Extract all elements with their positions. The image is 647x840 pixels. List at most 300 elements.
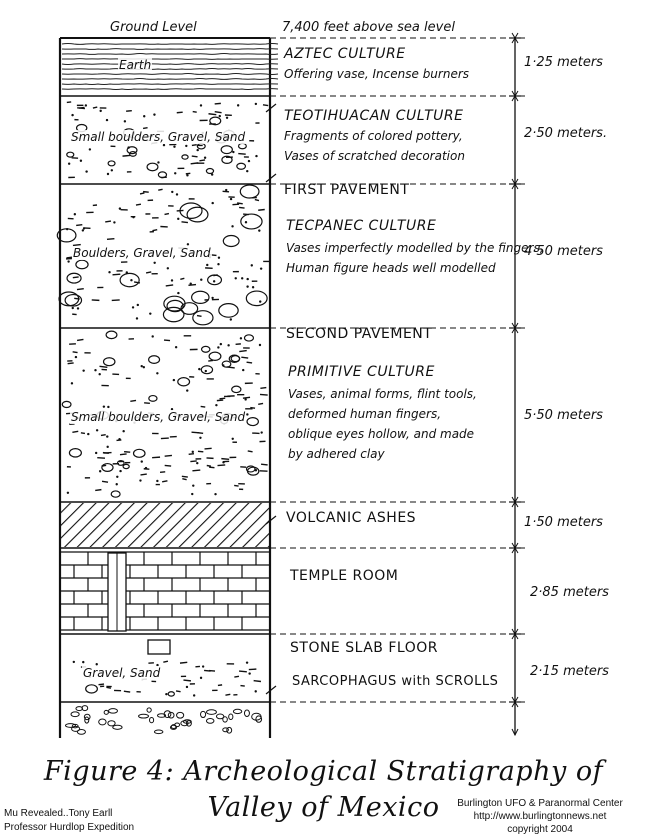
boulder-mark [111, 491, 120, 497]
boulder-mark [187, 207, 208, 222]
bedrock-pebble [233, 709, 241, 713]
bedrock-pebble [113, 725, 122, 729]
boulder-mark [182, 155, 188, 159]
bedrock-pebble [201, 711, 206, 717]
aztec-culture-title: AZTEC CULTURE [284, 46, 406, 62]
sand-dot [237, 104, 239, 106]
sand-dot [196, 462, 198, 464]
boulder-mark [76, 260, 88, 269]
gravel-mark [221, 459, 229, 460]
gravel-mark [81, 433, 85, 434]
sand-dot [137, 304, 139, 306]
sand-dot [139, 479, 141, 481]
elevation-label: 7,400 feet above sea level [282, 20, 455, 35]
sand-dot [230, 318, 232, 320]
first-pavement-label: FIRST PAVEMENT [284, 182, 410, 198]
sand-dot [252, 286, 254, 288]
gravel-mark [120, 454, 127, 455]
sand-dot [153, 113, 155, 115]
gravel-mark [136, 204, 141, 205]
gravel-mark [243, 214, 249, 215]
gravel-mark [207, 465, 211, 466]
sand-dot [231, 225, 233, 227]
gravel-mark [238, 154, 245, 155]
gravel-mark [225, 694, 230, 695]
credit-copyright: copyright 2004 [507, 824, 573, 835]
sand-dot [149, 312, 151, 314]
sand-dot [259, 344, 261, 346]
boulder-mark [178, 378, 190, 386]
gravel-mark [260, 394, 268, 395]
sand-dot [74, 213, 76, 215]
earth-stroke [62, 79, 278, 80]
earth-stroke [62, 44, 278, 45]
sand-dot [255, 103, 257, 105]
gravel-mark [152, 230, 157, 231]
sand-dot [186, 174, 188, 176]
boulder-mark [69, 449, 81, 457]
earth-stroke [62, 49, 278, 50]
gravel-mark [163, 661, 168, 662]
sand-dot [202, 665, 204, 667]
boulder-mark [158, 172, 166, 178]
figure-title-line2: Valley of Mexico [207, 792, 440, 823]
gravel-mark [254, 681, 261, 682]
sand-dot [248, 672, 250, 674]
sand-dot [119, 470, 121, 472]
second-pavement-label: SECOND PAVEMENT [286, 326, 433, 342]
bedrock-pebble [256, 716, 262, 722]
sand-dot [173, 379, 175, 381]
gravel-mark [93, 107, 97, 108]
gravel-mark [107, 239, 114, 240]
boulder-mark [108, 161, 115, 166]
gravel-mark [192, 432, 200, 433]
bedrock-pebble [72, 726, 80, 731]
temple-room-label: TEMPLE ROOM [290, 568, 399, 584]
layer-material-small-boulders-1: Small boulders, Gravel, Sand [71, 130, 246, 144]
gravel-mark [258, 403, 263, 404]
bedrock-pebble [76, 707, 83, 711]
primitive-culture-title: PRIMITIVE CULTURE [288, 364, 435, 380]
gravel-mark [105, 221, 111, 222]
sand-dot [145, 467, 147, 469]
sand-dot [113, 221, 115, 223]
bedrock-pebble [150, 717, 154, 722]
gravel-mark [240, 686, 244, 687]
credit-author: Mu Revealed..Tony Earll [4, 808, 113, 819]
gravel-mark [165, 465, 171, 466]
gravel-mark [220, 398, 226, 399]
boulder-mark [193, 311, 213, 325]
earth-stroke [62, 54, 278, 55]
sand-dot [163, 144, 165, 146]
gravel-mark [76, 225, 82, 226]
gravel-mark [102, 465, 107, 466]
sand-dot [248, 160, 250, 162]
sand-dot [177, 218, 179, 220]
bedrock-pebble [216, 714, 223, 719]
gravel-mark [243, 397, 250, 398]
layer-material-earth: Earth [119, 58, 152, 72]
boulder-mark [192, 291, 209, 303]
sand-dot [94, 369, 96, 371]
gravel-mark [215, 103, 221, 104]
gravel-mark [247, 362, 253, 363]
sand-dot [241, 277, 243, 279]
boulder-mark [219, 304, 238, 318]
gravel-mark [261, 464, 268, 465]
earth-stroke [62, 64, 278, 65]
primitive-desc-4: by adhered clay [288, 447, 385, 461]
sand-dot [72, 307, 74, 309]
sand-dot [71, 114, 73, 116]
gravel-mark [192, 156, 198, 157]
gravel-mark [162, 481, 167, 482]
bedrock-pebble [229, 714, 233, 719]
gravel-mark [152, 457, 160, 458]
sand-dot [200, 677, 202, 679]
sand-dot [246, 278, 248, 280]
boulder-mark [104, 358, 115, 366]
tecpanec-desc-1: Vases imperfectly modelled by the fingers, [286, 241, 544, 255]
primitive-desc-2: deformed human fingers, [288, 407, 442, 421]
gravel-mark [217, 400, 223, 401]
gravel-mark [218, 465, 226, 466]
sand-dot [230, 198, 232, 200]
gravel-mark [124, 691, 130, 692]
sand-dot [71, 382, 73, 384]
sand-dot [99, 110, 101, 112]
sand-dot [165, 693, 167, 695]
gravel-mark [73, 277, 79, 278]
sand-dot [122, 430, 124, 432]
measure-aztec: 1·25 meters [524, 55, 603, 70]
gravel-mark [68, 363, 74, 364]
measure-temple: 2·85 meters [530, 585, 609, 600]
gravel-mark [67, 102, 71, 103]
gravel-mark [209, 114, 217, 115]
earth-stroke [62, 84, 278, 85]
sand-dot [192, 484, 194, 486]
sand-dot [67, 492, 69, 494]
boulder-mark [197, 143, 205, 148]
gravel-mark [193, 112, 197, 113]
gravel-mark [192, 470, 200, 471]
gravel-mark [165, 214, 169, 215]
sand-dot [141, 460, 143, 462]
sand-dot [87, 433, 89, 435]
sand-dot [156, 372, 158, 374]
sarcophagus-box [148, 640, 170, 654]
gravel-mark [143, 128, 148, 129]
gravel-mark [79, 107, 84, 108]
sand-dot [124, 120, 126, 122]
sand-dot [200, 279, 202, 281]
gravel-mark [234, 485, 238, 486]
sand-dot [143, 366, 145, 368]
sand-dot [226, 117, 228, 119]
sand-dot [116, 483, 118, 485]
gravel-mark [182, 476, 188, 477]
gravel-mark [102, 481, 108, 482]
sand-dot [190, 283, 192, 285]
gravel-mark [77, 289, 84, 290]
sand-dot [246, 661, 248, 663]
sand-dot [174, 172, 176, 174]
boulder-mark [222, 361, 231, 367]
sand-dot [95, 452, 97, 454]
sand-dot [171, 279, 173, 281]
sarcophagus-label: SARCOPHAGUS with SCROLLS [292, 674, 499, 689]
bedrock-pebble [109, 709, 118, 714]
sand-dot [220, 343, 222, 345]
sand-dot [107, 173, 109, 175]
sand-dot [193, 694, 195, 696]
boulder-mark [237, 163, 246, 169]
gravel-mark [205, 448, 212, 449]
gravel-mark [239, 351, 246, 352]
sand-dot [246, 170, 248, 172]
gravel-mark [248, 451, 253, 452]
gravel-mark [197, 316, 202, 317]
gravel-mark [101, 435, 106, 436]
boulder-mark [149, 396, 157, 402]
measure-primitive: 5·50 meters [524, 408, 603, 423]
sand-dot [99, 470, 101, 472]
sand-dot [200, 104, 202, 106]
sand-dot [173, 146, 175, 148]
boulder-mark [106, 331, 117, 339]
sand-dot [242, 369, 244, 371]
sand-dot [211, 297, 213, 299]
measure-teotihuacan: 2·50 meters. [524, 126, 608, 141]
boulder-mark [202, 346, 210, 352]
earth-stroke [62, 89, 278, 90]
teotihuacan-desc-2: Vases of scratched decoration [284, 149, 465, 163]
boulder-mark [127, 147, 137, 154]
gravel-mark [99, 366, 107, 367]
sand-dot [219, 115, 221, 117]
gravel-mark [126, 111, 132, 112]
sand-dot [103, 405, 105, 407]
earth-stroke [62, 59, 278, 60]
sand-dot [258, 229, 260, 231]
boulder-mark [163, 307, 184, 321]
sand-dot [77, 307, 79, 309]
bedrock-pebble [223, 728, 229, 732]
sand-dot [186, 389, 188, 391]
gravel-mark [198, 451, 203, 452]
sand-dot [206, 264, 208, 266]
boulder-mark [149, 356, 160, 364]
gravel-mark [260, 388, 266, 389]
teotihuacan-desc-1: Fragments of colored pottery, [284, 129, 463, 143]
boulder-mark [62, 401, 71, 407]
teotihuacan-culture-title: TEOTIHUACAN CULTURE [284, 108, 464, 124]
measure-volcanic: 1·50 meters [524, 515, 603, 530]
credit-expedition: Professor Hurdlop Expedition [4, 822, 135, 833]
sand-dot [232, 438, 234, 440]
bedrock-pebble [104, 710, 108, 714]
sand-dot [246, 413, 248, 415]
sand-dot [73, 661, 75, 663]
ground-level-label: Ground Level [110, 20, 197, 35]
gravel-mark [180, 662, 187, 663]
sand-dot [225, 189, 227, 191]
sand-dot [240, 337, 242, 339]
bedrock-pebble [108, 721, 115, 726]
boulder-mark [67, 152, 74, 157]
sand-dot [199, 437, 201, 439]
gravel-mark [166, 285, 173, 286]
gravel-mark [213, 275, 217, 276]
tecpanec-culture-title: TECPANEC CULTURE [286, 218, 437, 234]
gravel-mark [177, 112, 183, 113]
sand-dot [141, 365, 143, 367]
tecpanec-desc-2: Human figure heads well modelled [286, 261, 496, 275]
earth-stroke [62, 74, 278, 75]
gravel-mark [106, 687, 110, 688]
boulder-mark [206, 168, 213, 173]
sand-dot [171, 191, 173, 193]
gravel-mark [183, 680, 190, 681]
gravel-mark [95, 490, 101, 491]
gravel-mark [239, 671, 247, 672]
gravel-mark [73, 352, 78, 353]
gravel-mark [209, 467, 214, 468]
sand-dot [186, 686, 188, 688]
boulder-mark [239, 143, 247, 148]
gravel-mark [239, 207, 244, 208]
sand-dot [130, 279, 132, 281]
boulder-mark [208, 275, 222, 285]
sand-dot [246, 285, 248, 287]
gravel-mark [74, 298, 79, 299]
earth-stroke [62, 69, 278, 70]
boulder-mark [134, 449, 145, 457]
figure-title-line1: Figure 4: Archeological Stratigraphy of [43, 756, 604, 787]
gravel-mark [201, 406, 206, 407]
sand-dot [198, 368, 200, 370]
bedrock-pebble [77, 729, 85, 734]
volcanic-ashes-label: VOLCANIC ASHES [286, 510, 417, 526]
sand-dot [136, 317, 138, 319]
bedrock-pebble [177, 712, 184, 718]
bedrock-pebble [207, 710, 217, 715]
sand-dot [111, 169, 113, 171]
gravel-mark [237, 203, 243, 204]
sand-dot [75, 356, 77, 358]
sand-dot [217, 263, 219, 265]
sand-dot [235, 277, 237, 279]
boulder-mark [244, 335, 253, 341]
gravel-mark [192, 145, 197, 146]
sand-dot [106, 435, 108, 437]
boulder-mark [147, 163, 158, 171]
sand-dot [167, 267, 169, 269]
layer-material-small-boulders-2: Small boulders, Gravel, Sand [71, 410, 246, 424]
sand-dot [227, 344, 229, 346]
sand-dot [245, 221, 247, 223]
credit-url: http://www.burlingtonnews.net [473, 811, 607, 822]
gravel-mark [263, 105, 268, 106]
sand-dot [83, 227, 85, 229]
bedrock-pebble [244, 710, 249, 716]
boulder-mark [120, 273, 139, 286]
gravel-mark [140, 193, 144, 194]
sand-dot [218, 257, 220, 259]
boulder-mark [232, 386, 241, 392]
sand-dot [96, 429, 98, 431]
boulder-mark [168, 692, 174, 696]
gravel-mark [103, 453, 109, 454]
credit-center: Burlington UFO & Paranormal Center [457, 798, 623, 809]
sand-dot [143, 115, 145, 117]
sand-dot [132, 306, 134, 308]
sand-dot [80, 160, 82, 162]
gravel-mark [158, 189, 162, 190]
sand-dot [82, 661, 84, 663]
sand-dot [259, 300, 261, 302]
sand-dot [85, 104, 87, 106]
layer-material-boulders: Boulders, Gravel, Sand [73, 246, 211, 260]
gravel-mark [234, 676, 239, 677]
bedrock-pebble [147, 708, 151, 712]
stone-slab-floor-label: STONE SLAB FLOOR [290, 640, 438, 656]
measure-stone-slab: 2·15 meters [530, 664, 609, 679]
gravel-mark [99, 684, 104, 685]
sand-dot [217, 346, 219, 348]
sand-dot [255, 469, 257, 471]
gravel-mark [218, 685, 222, 686]
sand-dot [192, 451, 194, 453]
sand-dot [204, 157, 206, 159]
sand-dot [191, 493, 193, 495]
gravel-mark [182, 479, 186, 480]
sand-dot [132, 216, 134, 218]
boulder-mark [241, 214, 262, 229]
bedrock-pebble [139, 714, 149, 718]
sand-dot [89, 148, 91, 150]
boulder-mark [240, 185, 259, 198]
sand-dot [107, 406, 109, 408]
gravel-mark [123, 155, 130, 156]
boulder-mark [123, 464, 129, 468]
sand-dot [205, 370, 207, 372]
sand-dot [106, 446, 108, 448]
sand-dot [67, 260, 69, 262]
primitive-desc-1: Vases, animal forms, flint tools, [288, 387, 477, 401]
gravel-mark [176, 691, 181, 692]
boulder-mark [221, 146, 232, 154]
sand-dot [116, 476, 118, 478]
gravel-mark [141, 474, 147, 475]
gravel-mark [165, 455, 172, 456]
sand-dot [106, 119, 108, 121]
sand-dot [82, 369, 84, 371]
measure-tecpanec: 4·50 meters [524, 244, 603, 259]
gravel-mark [199, 160, 205, 161]
sand-dot [68, 163, 70, 165]
sand-dot [156, 480, 158, 482]
sand-dot [260, 267, 262, 269]
gravel-mark [232, 204, 239, 205]
sand-dot [214, 493, 216, 495]
volcanic-ash-hatch [60, 503, 270, 547]
sand-dot [255, 155, 257, 157]
sand-dot [251, 264, 253, 266]
